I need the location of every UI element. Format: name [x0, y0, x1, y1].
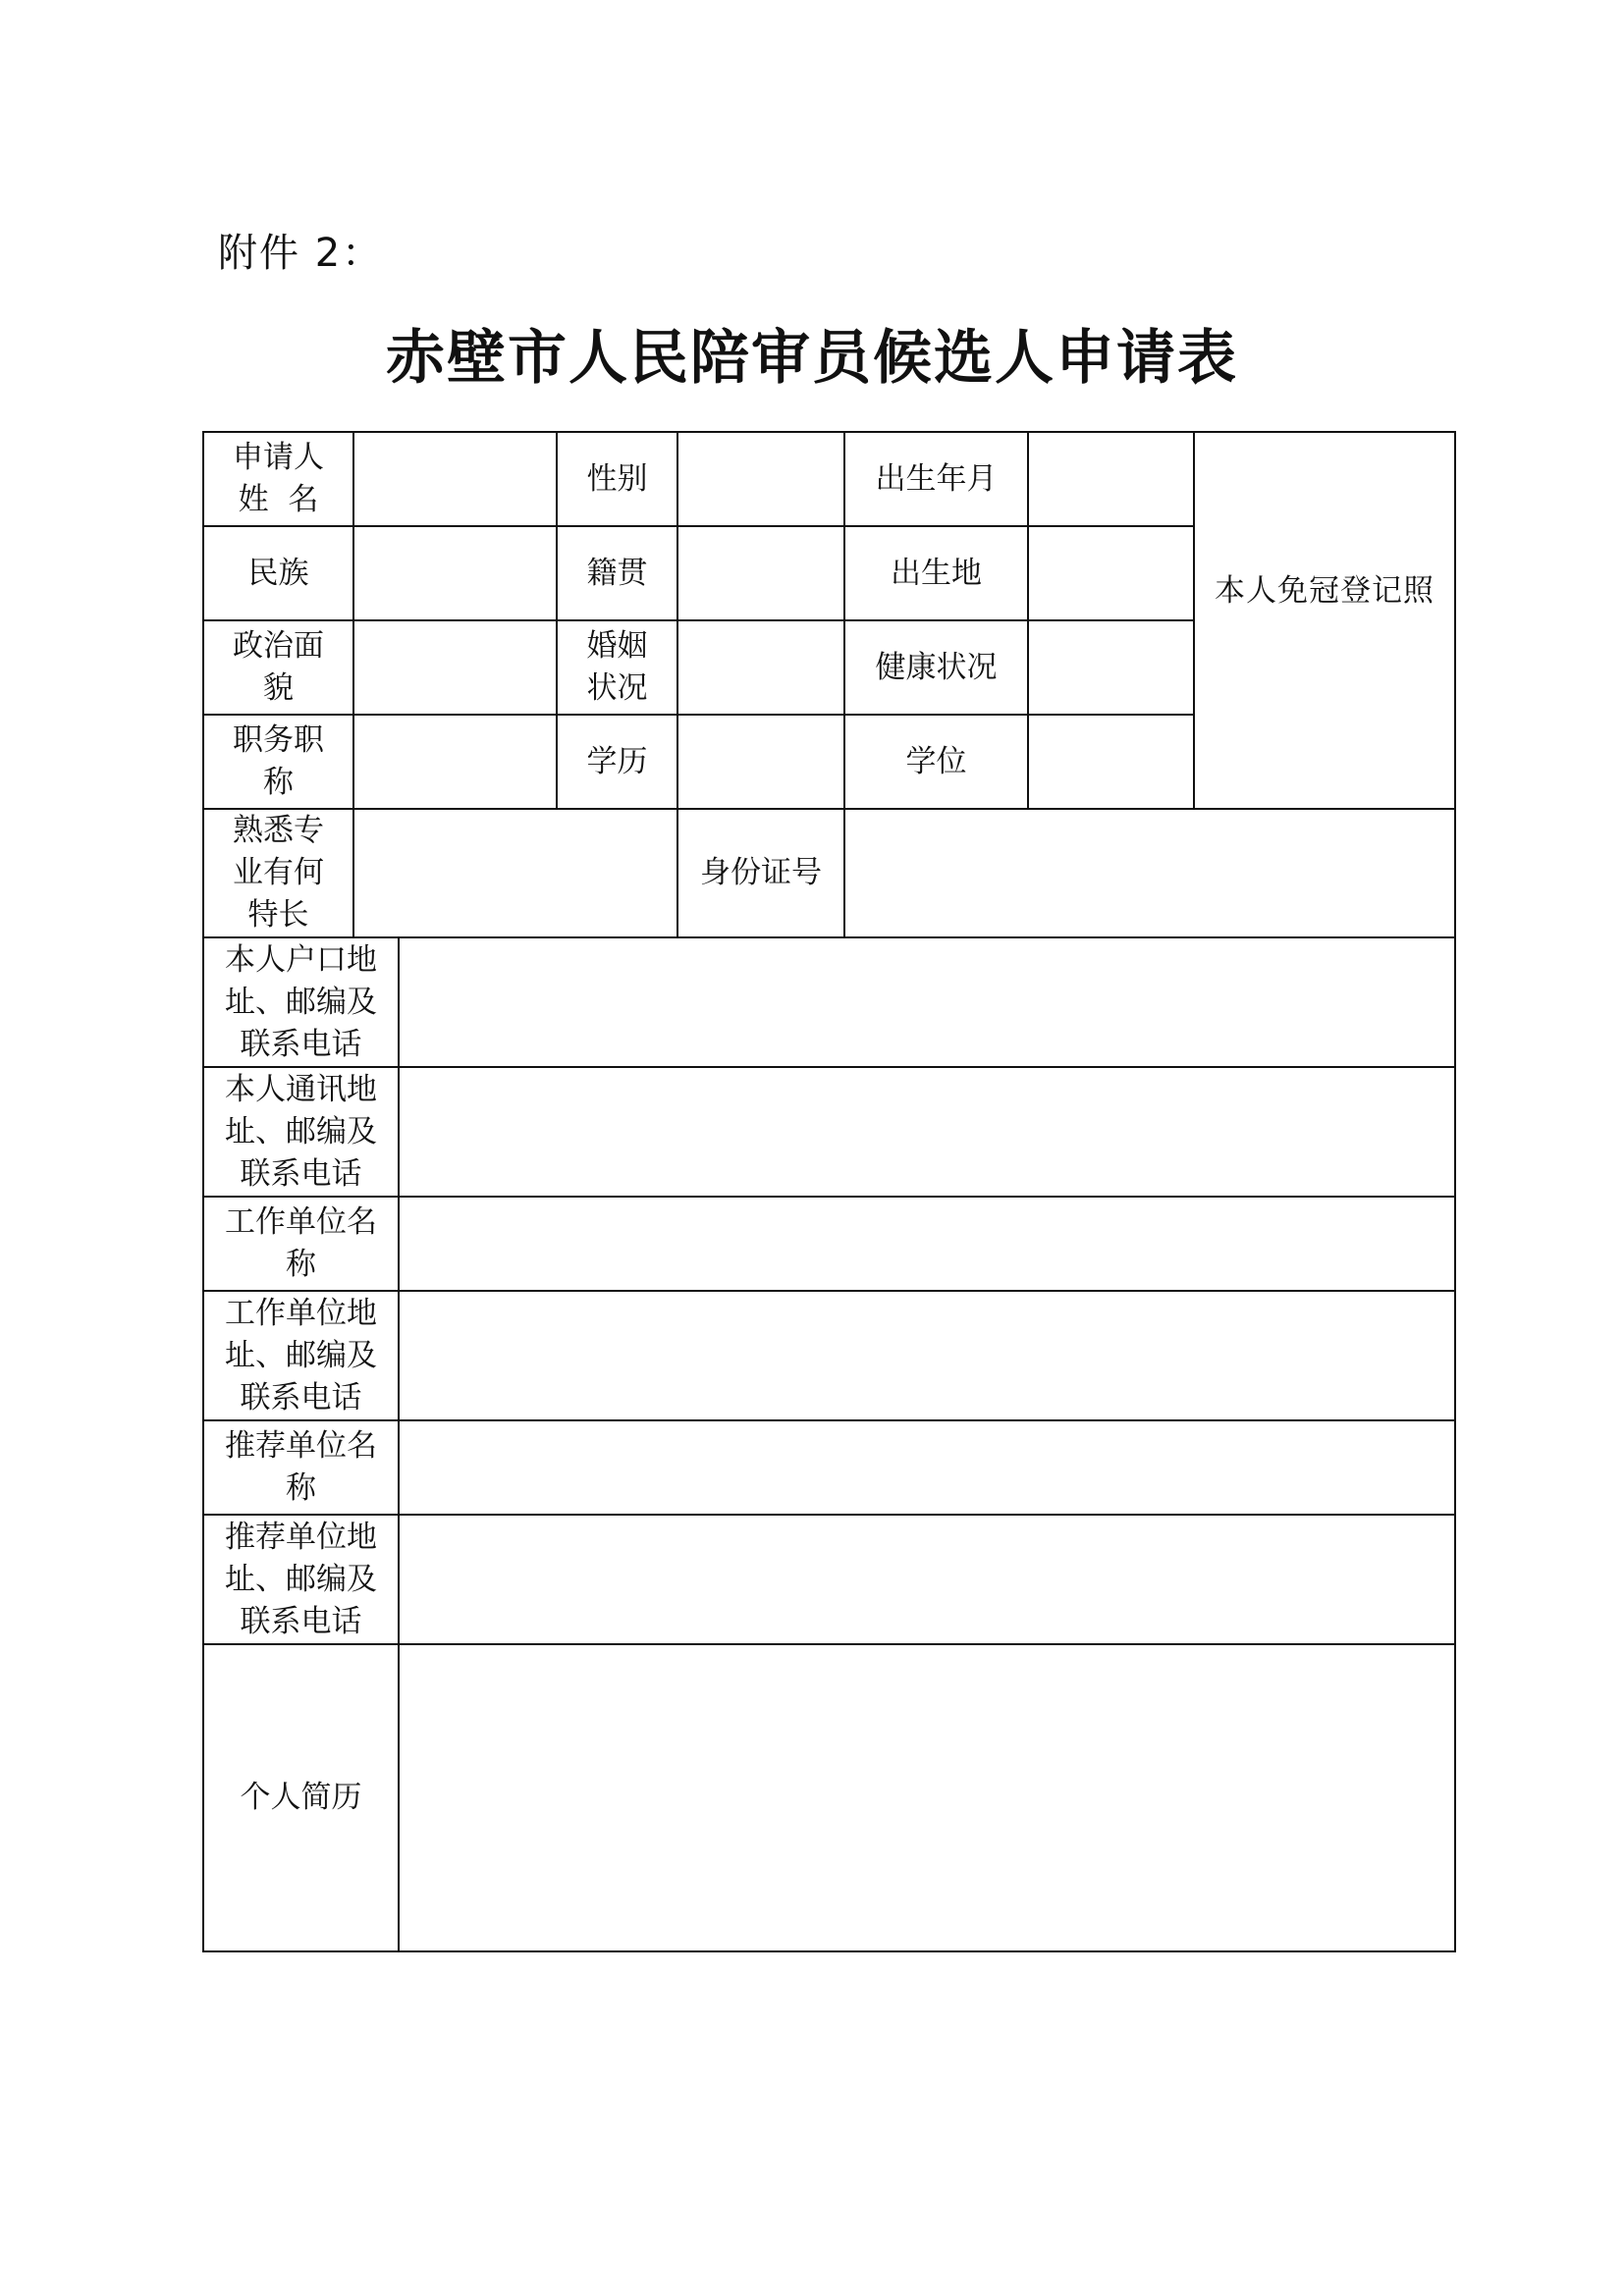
birth-date-label: 出生年月 — [844, 432, 1028, 526]
recommender-address-text: 推荐单位地址、邮编及联系电话 — [225, 1519, 377, 1639]
household-address-text: 本人户口地址、邮编及联系电话 — [225, 941, 377, 1062]
mailing-address-label — [203, 1067, 399, 1197]
applicant-name-label-line2: 姓 名 — [238, 482, 319, 517]
id-number-field[interactable] — [844, 809, 1455, 937]
applicant-name-label — [203, 432, 353, 526]
resume-field[interactable] — [399, 1644, 1455, 1951]
recommender-address-label — [203, 1515, 399, 1644]
id-number-label: 身份证号 — [677, 809, 844, 937]
ethnicity-label: 民族 — [203, 526, 353, 620]
household-address-label — [203, 937, 399, 1067]
birthplace-label: 出生地 — [844, 526, 1028, 620]
education-field[interactable] — [677, 715, 844, 809]
political-status-label — [203, 620, 353, 715]
native-place-field[interactable] — [677, 526, 844, 620]
health-status-label: 健康状况 — [844, 620, 1028, 715]
degree-field[interactable] — [1028, 715, 1194, 809]
specialty-field[interactable] — [353, 809, 677, 937]
resume-label: 个人简历 — [203, 1644, 399, 1951]
health-status-field[interactable] — [1028, 620, 1194, 715]
mailing-address-text: 本人通讯地址、邮编及联系电话 — [225, 1071, 377, 1192]
marital-status-label — [557, 620, 677, 715]
birthplace-field[interactable] — [1028, 526, 1194, 620]
gender-label: 性别 — [557, 432, 677, 526]
native-place-label: 籍贯 — [557, 526, 677, 620]
degree-label: 学位 — [844, 715, 1028, 809]
marital-status-field[interactable] — [677, 620, 844, 715]
applicant-name-field[interactable] — [353, 432, 557, 526]
marital-status-text: 婚姻状况 — [586, 628, 648, 706]
recommender-name-label — [203, 1420, 399, 1515]
job-title-text: 职务职称 — [233, 722, 324, 800]
employer-address-label — [203, 1291, 399, 1420]
mailing-address-field[interactable] — [399, 1067, 1455, 1197]
photo-cell[interactable] — [1194, 432, 1455, 809]
political-status-text: 政治面貌 — [233, 628, 324, 706]
gender-field[interactable] — [677, 432, 844, 526]
political-status-field[interactable] — [353, 620, 557, 715]
household-address-field[interactable] — [399, 937, 1455, 1067]
ethnicity-field[interactable] — [353, 526, 557, 620]
photo-label: 本人免冠登记照 — [1215, 572, 1435, 609]
employer-name-text: 工作单位名称 — [225, 1204, 377, 1282]
employer-address-text: 工作单位地址、邮编及联系电话 — [225, 1295, 377, 1415]
education-label: 学历 — [557, 715, 677, 809]
employer-name-label — [203, 1197, 399, 1291]
form-title: 赤壁市人民陪审员候选人申请表 — [386, 324, 1238, 393]
applicant-name-label-line1: 申请人 — [233, 440, 324, 475]
specialty-text: 熟悉专业有何特长 — [233, 813, 324, 933]
application-form-table — [202, 431, 1456, 1952]
employer-address-field[interactable] — [399, 1291, 1455, 1420]
job-title-label — [203, 715, 353, 809]
specialty-label — [203, 809, 353, 937]
attachment-label: 附件 2： — [218, 231, 384, 276]
employer-name-field[interactable] — [399, 1197, 1455, 1291]
recommender-name-text: 推荐单位名称 — [225, 1428, 377, 1506]
job-title-field[interactable] — [353, 715, 557, 809]
birth-date-field[interactable] — [1028, 432, 1194, 526]
recommender-name-field[interactable] — [399, 1420, 1455, 1515]
recommender-address-field[interactable] — [399, 1515, 1455, 1644]
